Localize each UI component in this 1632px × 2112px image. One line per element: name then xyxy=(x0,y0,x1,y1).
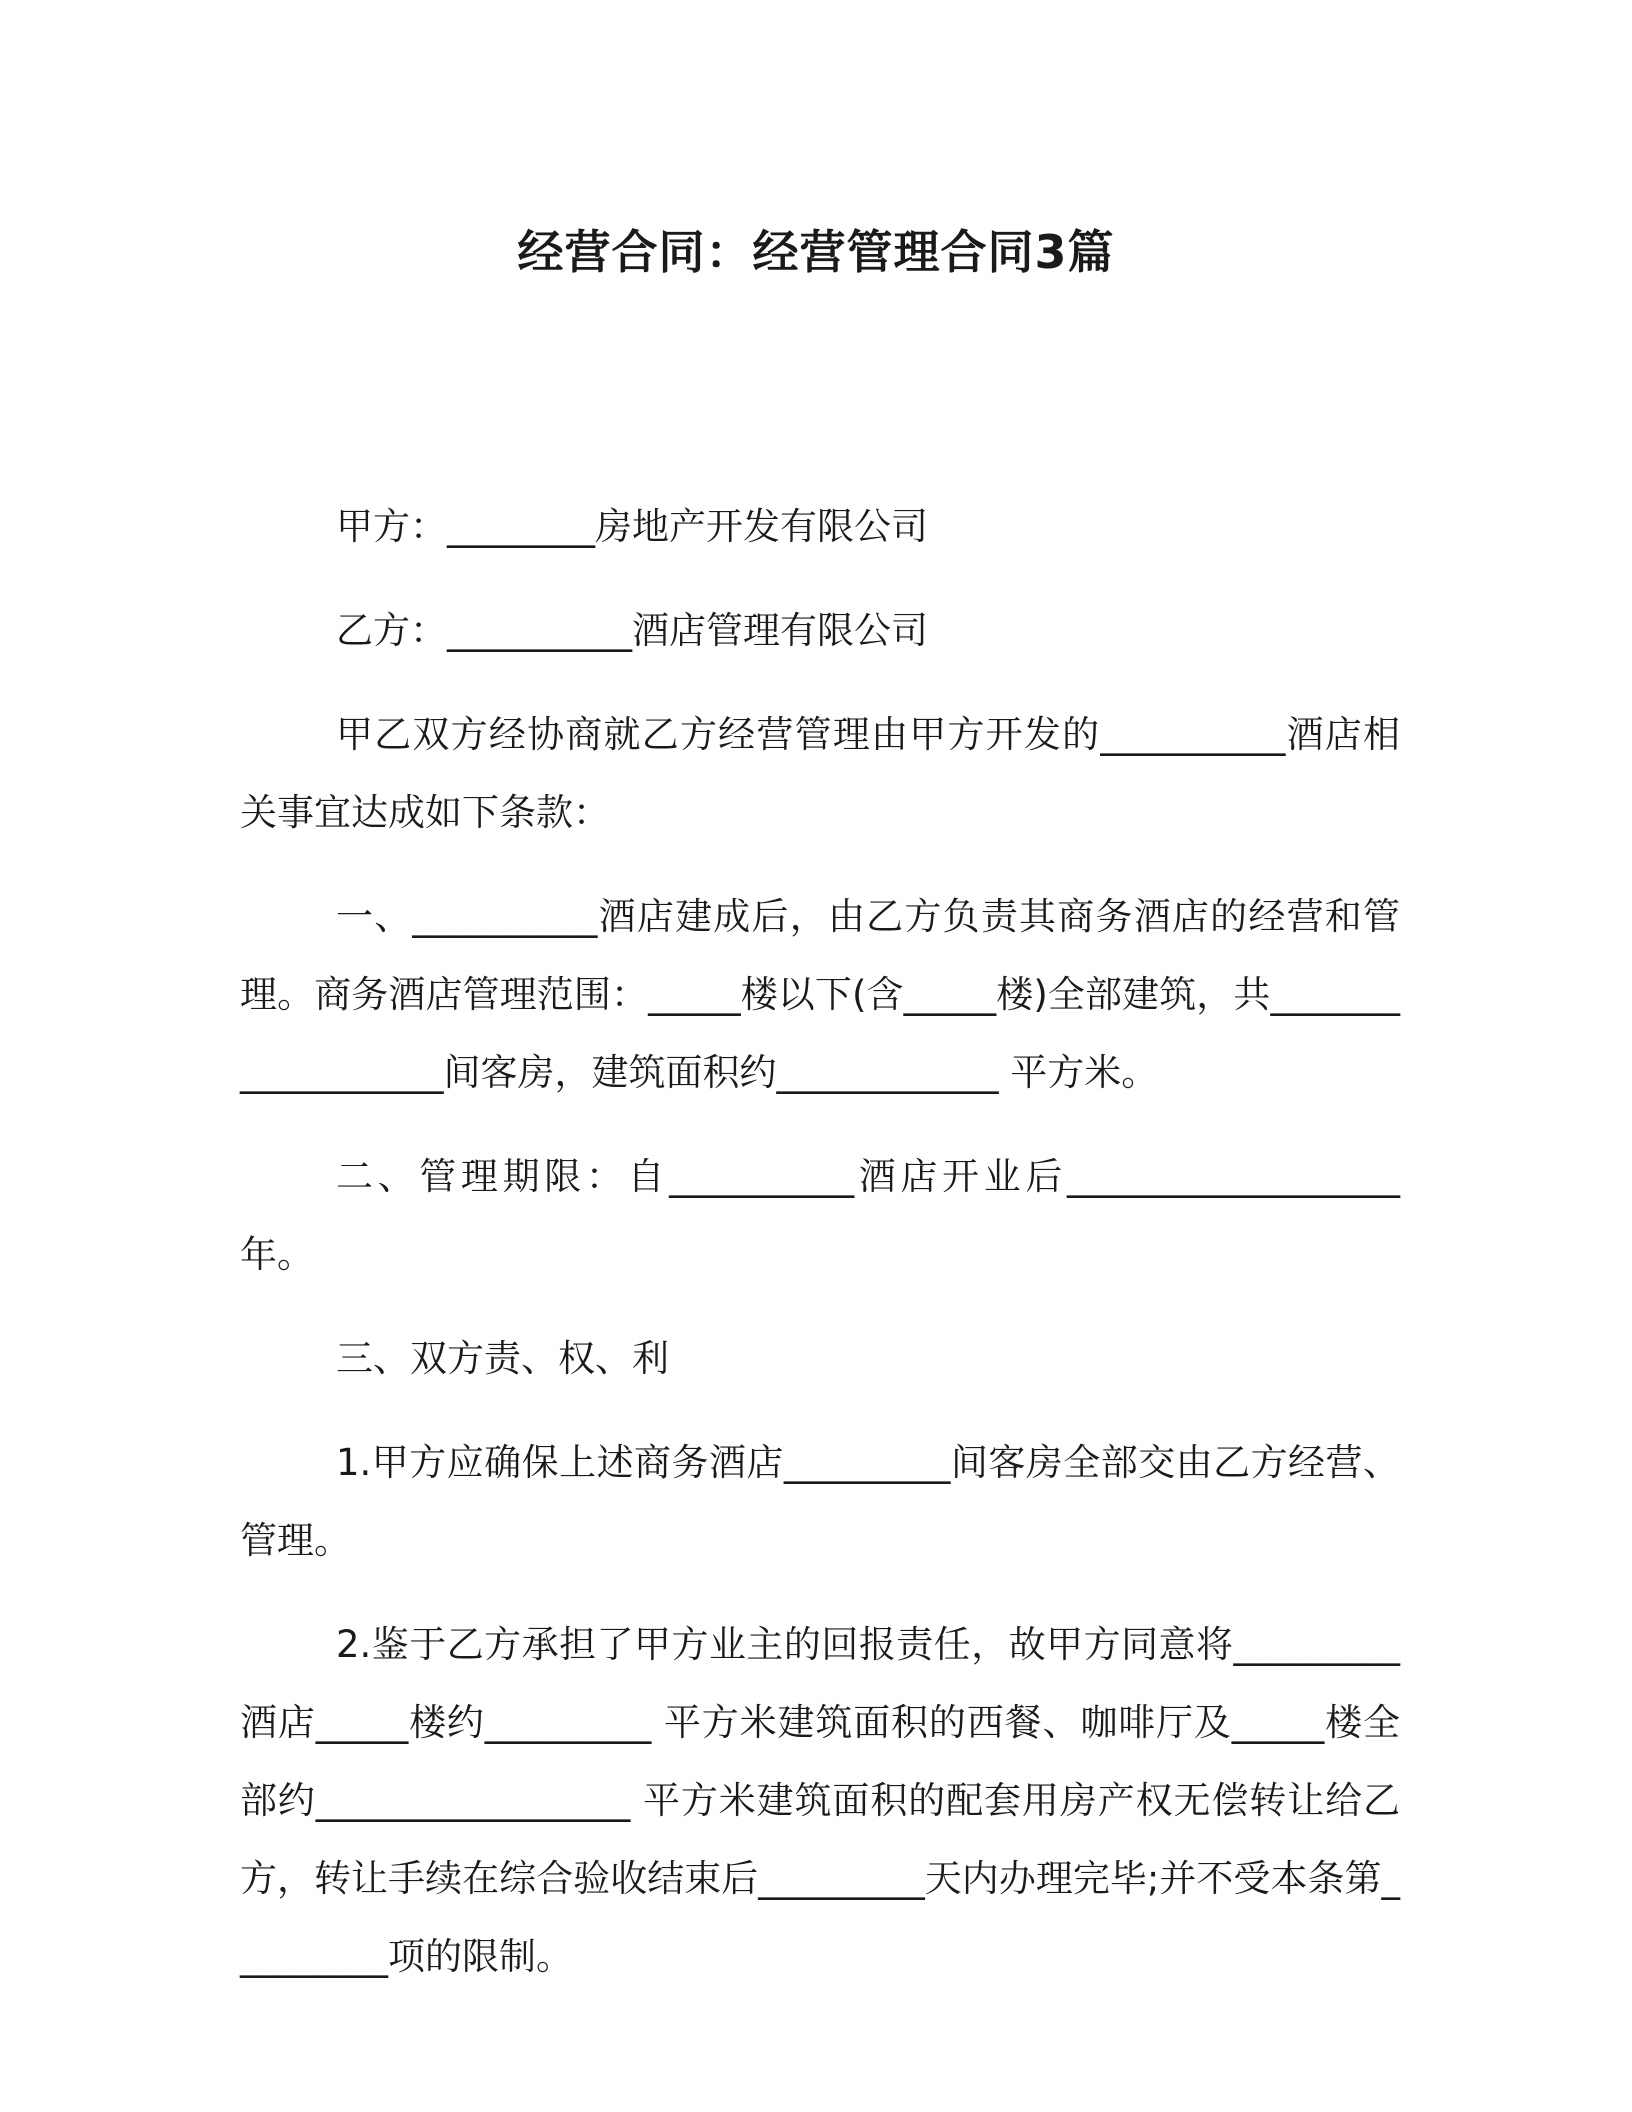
clause-3-item-1: 1.甲方应确保上述商务酒店_________间客房全部交由乙方经营、管理。 xyxy=(240,1441,1400,1562)
clause-3-item-2: 2.鉴于乙方承担了甲方业主的回报责任，故甲方同意将_________酒店_____楼约_________ 平方米建筑面积的西餐、咖啡厅及_____楼全部约_________________ 平方米建筑面积的配套用房产权无偿转让给乙方，转让手续在综合验收结束后_________天内办理完毕;并不受本条第_________项的限制。 xyxy=(240,1623,1400,1978)
clause-3-heading: 三、双方责、权、利 xyxy=(336,1337,669,1380)
preamble-paragraph: 甲乙双方经协商就乙方经营管理由甲方开发的__________酒店相关事宜达成如下条款： xyxy=(240,713,1400,834)
clause-1-paragraph: 一、__________酒店建成后，由乙方负责其商务酒店的经营和管理。商务酒店管理范围：_____楼以下(含_____楼)全部建筑，共__________________间客房，建筑面积约____________ 平方米。 xyxy=(240,895,1400,1094)
document-body xyxy=(240,488,1400,2022)
clause-2-paragraph: 二、管理期限：自__________酒店开业后__________________年。 xyxy=(240,1155,1400,1276)
party-b-line: 乙方：__________酒店管理有限公司 xyxy=(336,609,928,652)
document-title: 经营合同：经营管理合同3篇 xyxy=(517,225,1115,279)
party-a-line: 甲方：________房地产开发有限公司 xyxy=(336,505,928,548)
